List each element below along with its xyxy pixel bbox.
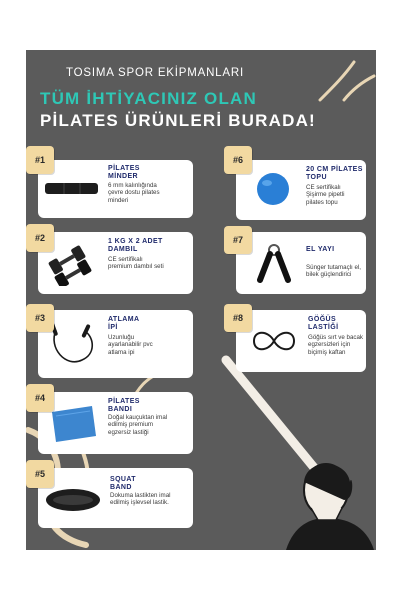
product-card-6 bbox=[236, 160, 366, 220]
product-card-8 bbox=[236, 310, 366, 372]
product-description: Göğüs sırt ve bacak egzersizleri için biçimiş kaftan bbox=[308, 334, 364, 356]
product-badge: #2 bbox=[26, 224, 54, 252]
hand-grip-icon bbox=[252, 242, 296, 286]
mat-icon bbox=[44, 176, 99, 200]
product-description: Dokuma lastikten imal edilmiş işlevsel lastik. bbox=[110, 492, 171, 507]
product-card-5 bbox=[38, 468, 193, 528]
product-card-4 bbox=[38, 392, 193, 454]
product-title: SQUAT BAND bbox=[110, 476, 136, 491]
product-title: ATLAMA İPİ bbox=[108, 316, 140, 331]
product-badge: #4 bbox=[26, 384, 54, 412]
product-badge: #6 bbox=[224, 146, 252, 174]
product-description: 6 mm kalınlığında çevre dostu pilates minderi bbox=[108, 182, 160, 204]
product-description: CE sertifikalı Şişirme pipetli pilates topu bbox=[306, 184, 345, 206]
product-title: 1 KG X 2 ADET DAMBIL bbox=[108, 238, 163, 253]
squat-band-icon bbox=[44, 486, 102, 514]
product-title: PİLATES MİNDER bbox=[108, 165, 140, 180]
resistance-band-icon bbox=[48, 402, 100, 446]
pilates-ball-icon bbox=[254, 170, 292, 208]
chest-band-icon bbox=[250, 326, 298, 356]
product-description: Sünger tutamaçlı el, bilek güçlendirici bbox=[306, 264, 362, 279]
product-description: Uzunluğu ayarlanabilir pvc atlama ipi bbox=[108, 334, 153, 356]
product-title: PİLATES BANDI bbox=[108, 398, 140, 413]
headline-line-1: TÜM İHTİYACINIZ OLAN bbox=[40, 89, 257, 108]
headline bbox=[40, 88, 370, 132]
jump-rope-icon bbox=[46, 318, 101, 372]
product-title: 20 CM PİLATES TOPU bbox=[306, 166, 363, 181]
woman-illustration-icon bbox=[206, 350, 376, 550]
product-badge: #3 bbox=[26, 304, 54, 332]
brand-title: TOSIMA SPOR EKİPMANLARI bbox=[66, 67, 244, 79]
product-card-7 bbox=[236, 232, 366, 294]
product-badge: #1 bbox=[26, 146, 54, 174]
headline-line-2: PİLATES ÜRÜNLERİ BURADA! bbox=[40, 111, 316, 130]
product-title: EL YAYI bbox=[306, 246, 335, 253]
product-title: GÖĞÜS LASTİĞİ bbox=[308, 316, 339, 331]
product-card-3 bbox=[38, 310, 193, 378]
product-description: CE sertifikalı premium dambıl seti bbox=[108, 256, 164, 271]
product-card-1 bbox=[38, 160, 193, 218]
product-description: Doğal kauçuktan imal edilmiş premium egzersiz lastiği bbox=[108, 414, 168, 436]
poster bbox=[26, 50, 376, 550]
product-badge: #7 bbox=[224, 226, 252, 254]
dumbbell-icon bbox=[48, 242, 100, 286]
product-card-2 bbox=[38, 232, 193, 294]
product-badge: #5 bbox=[26, 460, 54, 488]
product-badge: #8 bbox=[224, 304, 252, 332]
